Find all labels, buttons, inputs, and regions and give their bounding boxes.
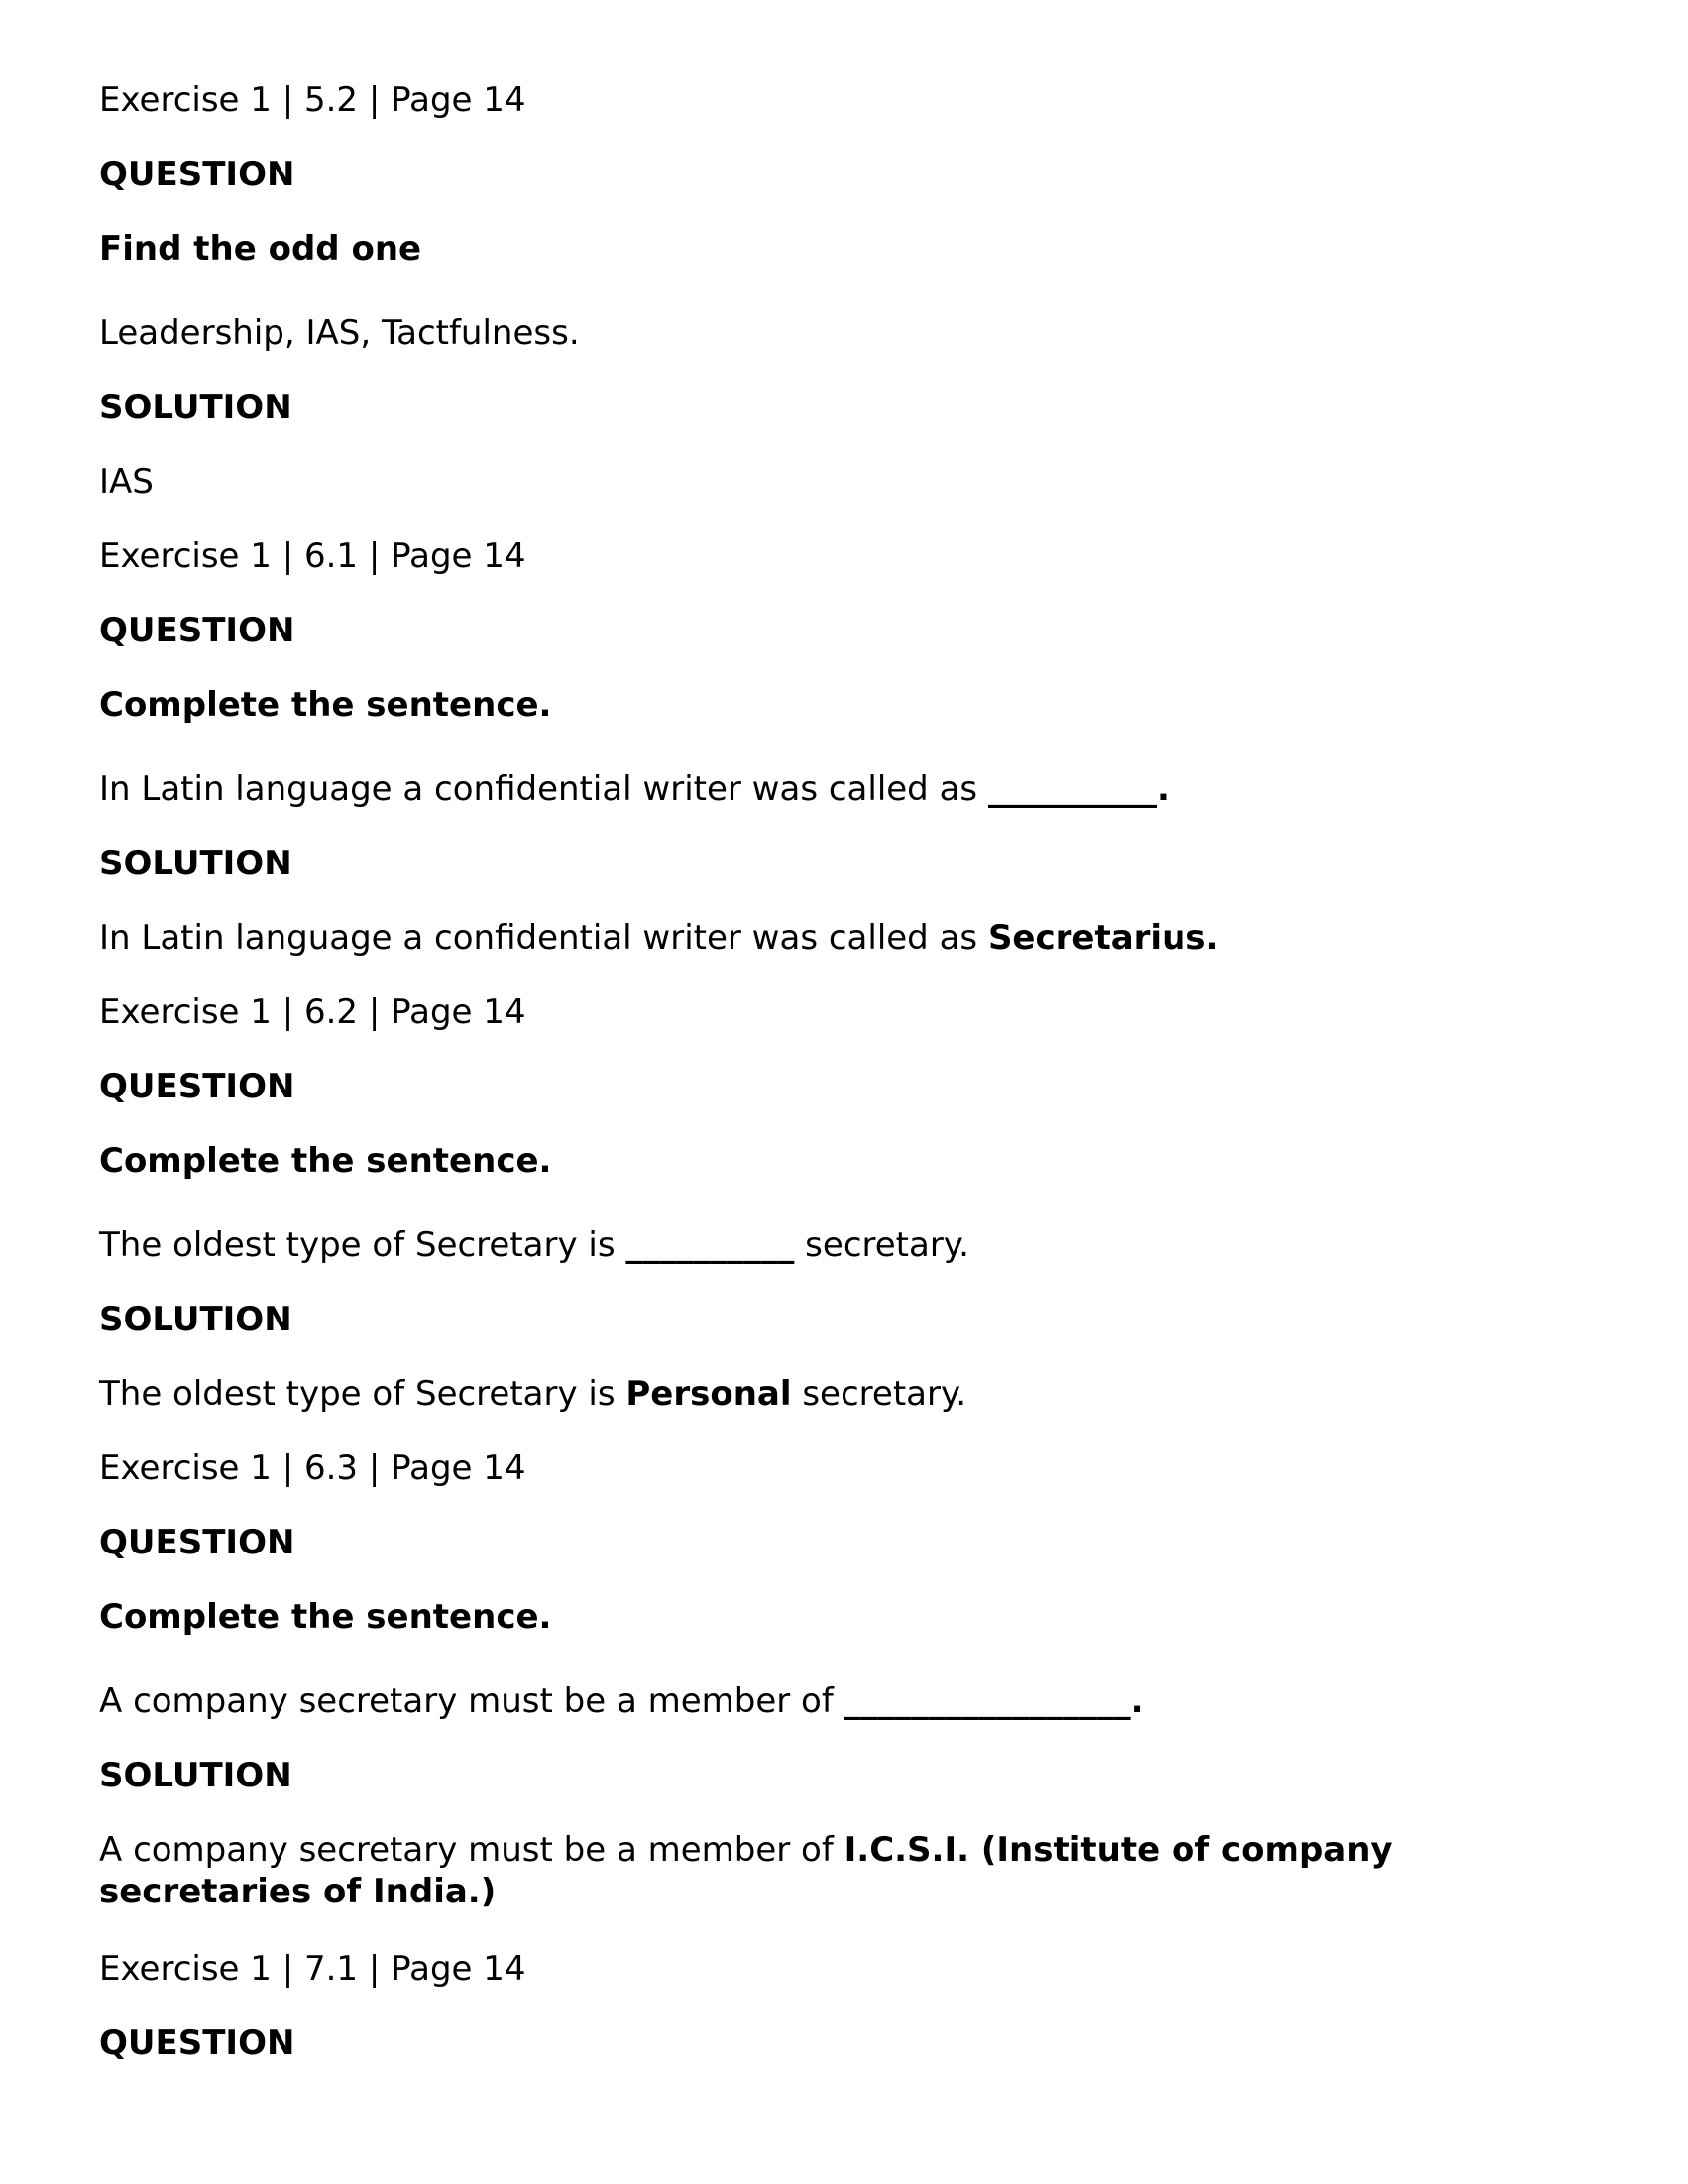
question-text: Leadership, IAS, Tactfulness. bbox=[99, 313, 580, 353]
question-text-end: secretary. bbox=[794, 1225, 969, 1265]
question-text bbox=[99, 768, 1586, 810]
question-prompt: Complete the sentence. bbox=[99, 685, 552, 725]
question-heading: QUESTION bbox=[99, 1067, 295, 1106]
question-text bbox=[99, 1224, 1586, 1266]
question-prompt: Find the odd one bbox=[99, 229, 422, 269]
solution-text bbox=[99, 917, 1586, 959]
answer-blank: __________. bbox=[987, 769, 1170, 809]
question-heading: QUESTION bbox=[99, 1523, 295, 1562]
solution-heading: SOLUTION bbox=[99, 1300, 292, 1339]
question-heading: QUESTION bbox=[99, 2023, 295, 2063]
solution-text-start: In Latin language a confidential writer was called as bbox=[99, 918, 988, 958]
question-text bbox=[99, 1680, 1586, 1722]
question-text-start: The oldest type of Secretary is bbox=[99, 1225, 626, 1265]
question-text-start: In Latin language a confidential writer was called as bbox=[99, 769, 988, 809]
solution-text bbox=[99, 1829, 1407, 1912]
answer-blank: __________ bbox=[625, 1225, 795, 1265]
solution-answer: I.C.S.I. (Institute of company secretaries of India.) bbox=[99, 1830, 1393, 1911]
question-text-start: A company secretary must be a member of bbox=[99, 1681, 844, 1721]
question-prompt: Complete the sentence. bbox=[99, 1597, 552, 1637]
exercise-reference: Exercise 1 | 7.1 | Page 14 bbox=[99, 1949, 526, 1989]
solution-text-end: secretary. bbox=[791, 1374, 967, 1414]
solution-text: IAS bbox=[99, 462, 154, 502]
solution-heading: SOLUTION bbox=[99, 844, 292, 883]
solution-answer: Secretarius. bbox=[987, 918, 1219, 958]
solution-text-start: The oldest type of Secretary is bbox=[99, 1374, 626, 1414]
solution-text bbox=[99, 1373, 1586, 1415]
exercise-reference: Exercise 1 | 6.2 | Page 14 bbox=[99, 992, 526, 1032]
exercise-reference: Exercise 1 | 6.3 | Page 14 bbox=[99, 1448, 526, 1488]
answer-blank: _________________. bbox=[844, 1681, 1144, 1721]
solution-heading: SOLUTION bbox=[99, 1756, 292, 1795]
solution-text-start: A company secretary must be a member of bbox=[99, 1830, 844, 1870]
question-heading: QUESTION bbox=[99, 155, 295, 194]
exercise-reference: Exercise 1 | 6.1 | Page 14 bbox=[99, 536, 526, 576]
exercise-reference: Exercise 1 | 5.2 | Page 14 bbox=[99, 80, 526, 120]
solution-heading: SOLUTION bbox=[99, 388, 292, 427]
question-prompt: Complete the sentence. bbox=[99, 1141, 552, 1181]
question-heading: QUESTION bbox=[99, 611, 295, 650]
solution-answer: Personal bbox=[625, 1374, 792, 1414]
